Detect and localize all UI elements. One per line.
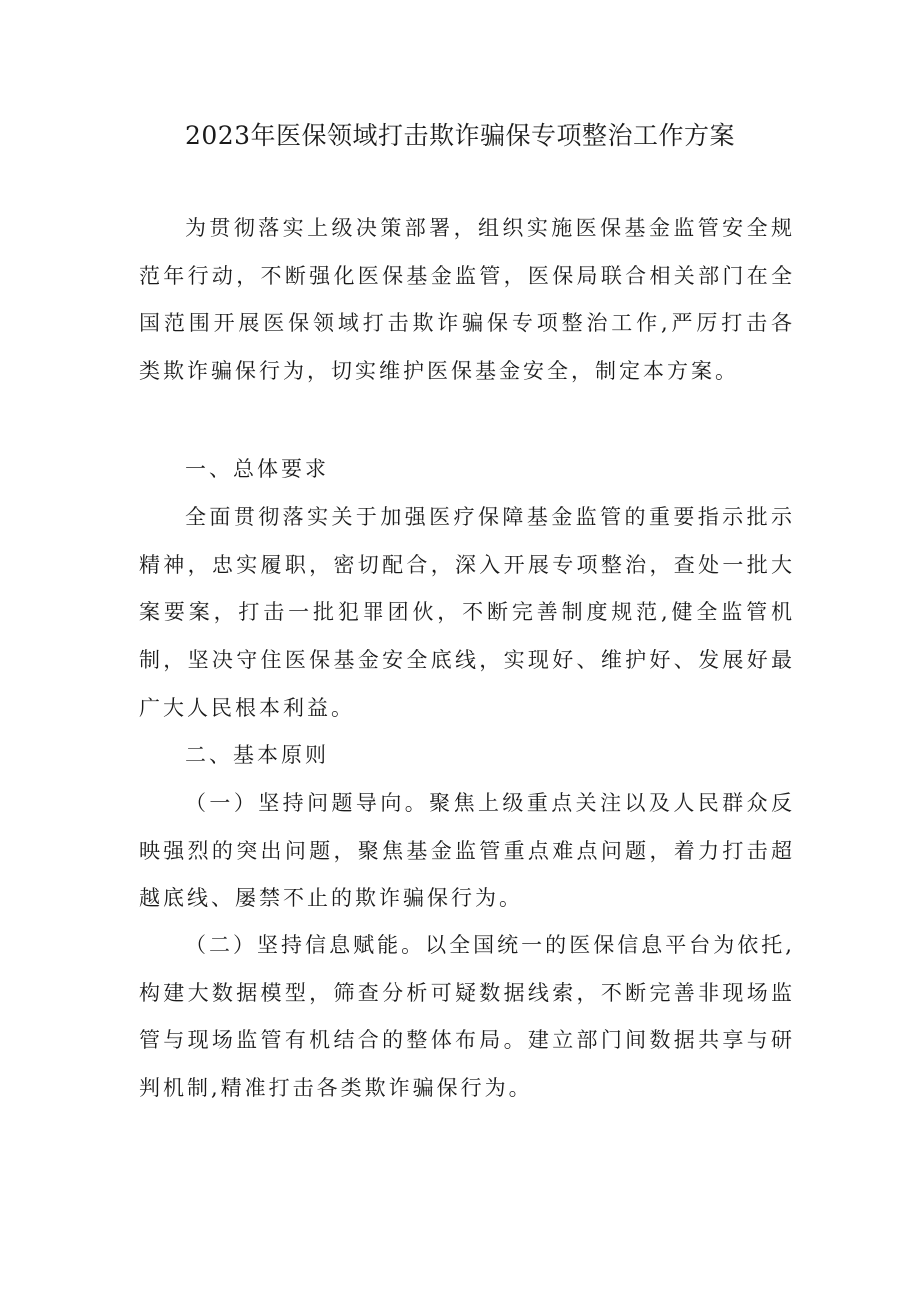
document-title: 2023年医保领域打击欺诈骗保专项整治工作方案: [184, 121, 736, 150]
paragraph-general-requirements: 全面贯彻落实关于加强医疗保障基金监管的重要指示批示精神，忠实履职，密切配合，深入开展专项整治，查处一批大案要案，打击一批犯罪团伙，不断完善制度规范,健全监管机制，坚决守住医保基金安全底线，实现好、维护好、发展好最广大人民根本利益。: [139, 505, 795, 720]
paragraph-problem-oriented: （一）坚持问题导向。聚焦上级重点关注以及人民群众反映强烈的突出问题，聚焦基金监管重点难点问题，着力打击超越底线、屡禁不止的欺诈骗保行为。: [139, 791, 795, 911]
section-heading-general-requirements: 一、总体要求: [185, 457, 329, 481]
section-heading-basic-principles: 二、基本原则: [185, 743, 329, 767]
intro-paragraph: 为贯彻落实上级决策部署，组织实施医保基金监管安全规范年行动，不断强化医保基金监管，医保局联合相关部门在全国范围开展医保领域打击欺诈骗保专项整治工作,严厉打击各类欺诈骗保行为，切实维护医保基金安全，制定本方案。: [139, 216, 795, 384]
paragraph-information-empowerment: （二）坚持信息赋能。以全国统一的医保信息平台为依托,构建大数据模型，筛查分析可疑数据线索，不断完善非现场监管与现场监管有机结合的整体布局。建立部门间数据共享与研判机制,精准打击各类欺诈骗保行为。: [139, 933, 795, 1101]
